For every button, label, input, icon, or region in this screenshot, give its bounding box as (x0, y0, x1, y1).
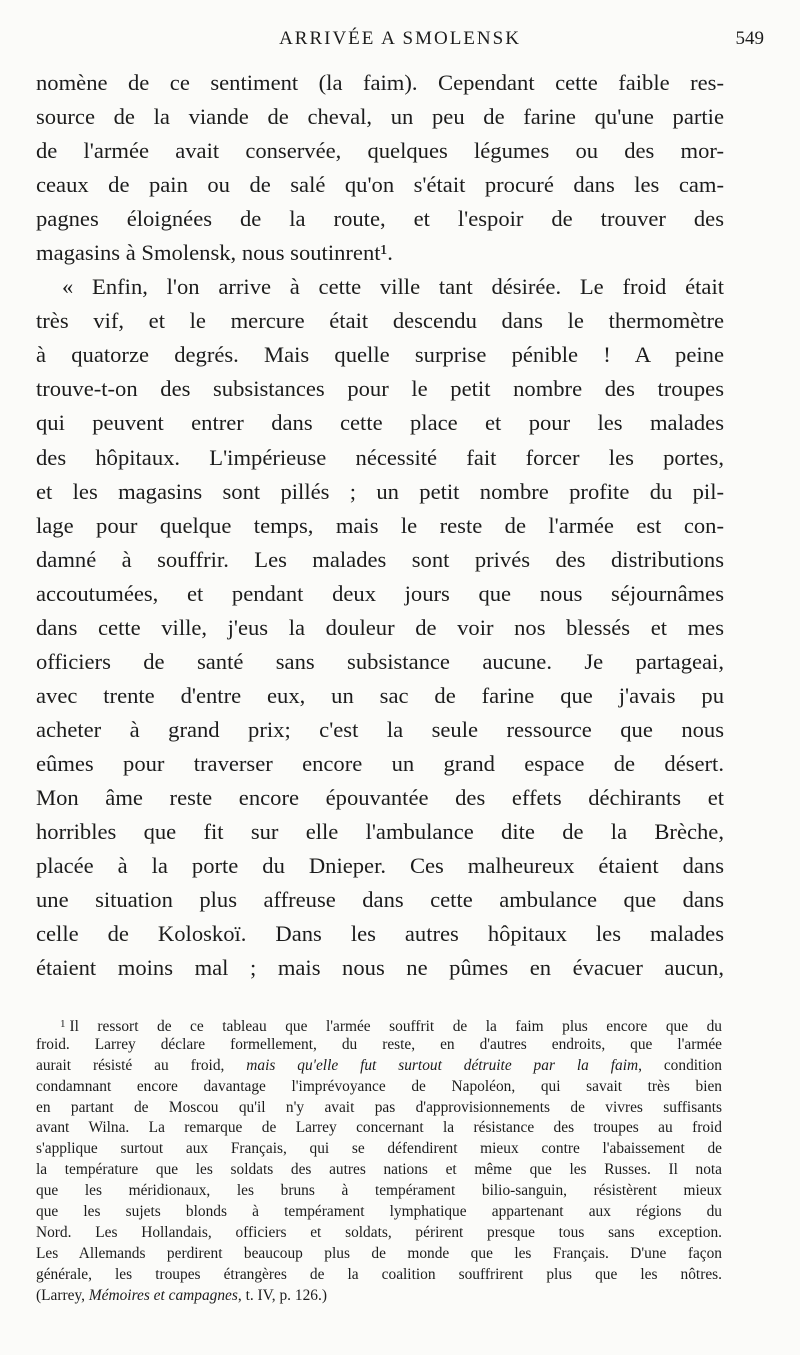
text-line: avec trente d'entre eux, un sac de farine que j'avais pu (36, 682, 724, 708)
text-line: magasins à Smolensk, nous soutinrent¹. (36, 240, 393, 266)
footnote-line: que les méridionaux, les bruns à tempérament bilio-sanguin, résistèrent mieux (36, 1182, 722, 1200)
footnote-text: , condition (638, 1056, 722, 1074)
footnote-line: générale, les troupes étrangères de la coalition souffrirent plus que les nôtres. (36, 1265, 722, 1283)
text-line: damné à souffrir. Les malades sont privés des distributions (36, 546, 724, 572)
text-line: horribles que fit sur elle l'ambulance dite de la Brèche, (36, 819, 724, 845)
footnote-line: froid. Larrey déclare formellement, du reste, en d'autres endroits, que l'armée (36, 1035, 722, 1053)
text-line: placée à la porte du Dnieper. Ces malheureux étaient dans (36, 853, 724, 879)
footnote-line: Les Allemands perdirent beaucoup plus de monde que les Français. D'une façon (36, 1244, 722, 1262)
text-line: des hôpitaux. L'impérieuse nécessité fait forcer les portes, (36, 444, 724, 470)
footnote-line (36, 1014, 722, 1035)
footnote-line (36, 1286, 722, 1307)
main-text (36, 66, 724, 985)
footnote-line: Nord. Les Hollandais, officiers et soldats, périrent presque tous sans exception. (36, 1223, 722, 1241)
text-line: ceaux de pain ou de salé qu'on s'était procuré dans les cam- (36, 172, 724, 198)
text-line: de l'armée avait conservée, quelques légumes ou des mor- (36, 138, 724, 164)
footnote-italic-phrase: mais qu'elle fut surtout détruite par la faim (246, 1056, 639, 1074)
page-header (36, 28, 764, 54)
footnote-mark: 1 (60, 1018, 66, 1030)
text-line: nomène de ce sentiment (la faim). Cependant cette faible res- (36, 70, 724, 95)
text-line: étaient moins mal ; mais nous ne pûmes en évacuer aucun, (36, 955, 724, 981)
text-line: pagnes éloignées de la route, et l'espoir de trouver des (36, 206, 724, 232)
text-line: source de la viande de cheval, un peu de farine qu'une partie (36, 104, 724, 130)
footnote-text: aurait résisté au froid, (36, 1056, 247, 1074)
text-line: très vif, et le mercure était descendu dans le thermomètre (36, 308, 724, 334)
footnote-italic-title: Mémoires et campagnes (88, 1286, 238, 1304)
text-line: trouve-t-on des subsistances pour le petit nombre des troupes (36, 376, 724, 402)
footnote-text: Il ressort de ce tableau que l'armée souffrit de la faim plus encore que du (69, 1018, 722, 1035)
text-line: dans cette ville, j'eus la douleur de voir nos blessés et mes (36, 614, 724, 640)
footnote-line: s'applique surtout aux Français, qui se défendirent mieux contre l'abaissement de (36, 1140, 722, 1158)
page-number: 549 (735, 28, 764, 49)
footnote-line: que les sujets blonds à tempérament lymphatique appartenant aux régions du (36, 1203, 722, 1221)
text-line: une situation plus affreuse dans cette ambulance que dans (36, 887, 724, 913)
text-line: officiers de santé sans subsistance aucune. Je partageai, (36, 648, 724, 674)
footnote (36, 1014, 722, 1306)
text-line: à quatorze degrés. Mais quelle surprise pénible ! A peine (36, 342, 724, 368)
footnote-line (36, 1056, 722, 1077)
footnote-line: condamnant encore davantage l'imprévoyance de Napoléon, qui savait très bien (36, 1077, 722, 1095)
footnote-line: en partant de Moscou qu'il n'y avait pas d'approvisionnements de vivres suffisants (36, 1098, 722, 1116)
text-line: qui peuvent entrer dans cette place et pour les malades (36, 410, 724, 436)
footnote-text: (Larrey, (36, 1286, 89, 1304)
text-line: et les magasins sont pillés ; un petit nombre profite du pil- (36, 478, 724, 504)
text-line: eûmes pour traverser encore un grand espace de désert. (36, 750, 724, 776)
text-line: « Enfin, l'on arrive à cette ville tant désirée. Le froid était (62, 274, 724, 300)
running-head: ARRIVÉE A SMOLENSK (279, 28, 521, 49)
footnote-line: la température que les soldats des autres nations et même que les Russes. Il nota (36, 1161, 722, 1179)
text-line: celle de Koloskoï. Dans les autres hôpitaux les malades (36, 921, 724, 947)
footnote-text: , t. IV, p. 126.) (237, 1286, 327, 1304)
text-line: Mon âme reste encore épouvantée des effets déchirants et (36, 784, 724, 810)
text-line: acheter à grand prix; c'est la seule ressource que nous (36, 716, 724, 742)
text-line: accoutumées, et pendant deux jours que nous séjournâmes (36, 580, 724, 606)
text-line: lage pour quelque temps, mais le reste de l'armée est con- (36, 512, 724, 538)
footnote-line: avant Wilna. La remarque de Larrey concernant la résistance des troupes au froid (36, 1119, 722, 1137)
